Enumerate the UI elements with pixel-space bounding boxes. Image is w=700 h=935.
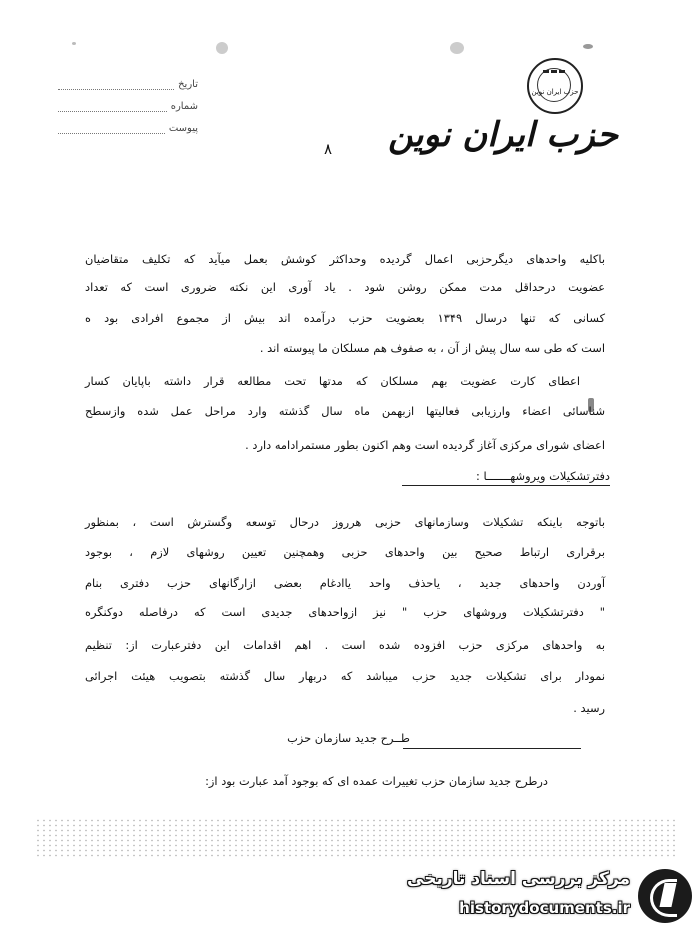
emblem-text: حزب ایران نوین: [531, 88, 579, 96]
watermark: [392, 865, 692, 927]
heading-underline: [403, 748, 581, 749]
paragraph-line: " دفترتشکیلات وروشهای حزب " نیز ازواحدهای جدیدی است که درفاصله دوکنگره: [85, 605, 605, 619]
party-name-logo: حزب ایران نوین: [388, 115, 618, 155]
number-label: شماره: [170, 101, 198, 112]
paragraph-line: برقراری ارتباط صحیح بین واحدهای حزبی وهمچنین تعیین روشهای لازم ، بوجود: [85, 545, 605, 559]
paragraph-line: باتوجه باینکه تشکیلات وسازمانهای حزبی هرروز درحال توسعه وگسترش است ، بمنظور: [85, 515, 605, 529]
paragraph-line: نمودار برای تشکیلات جدید حزب میباشد که دربهار سال گذشته بتصویب هیئت اجرائی: [85, 669, 605, 683]
scan-speck: [72, 42, 76, 45]
paragraph-line: درطرح جدید سازمان حزب تغییرات عمده ای که بوجود آمد عبارت بود از:: [205, 774, 548, 788]
heading-underline: [402, 485, 610, 486]
paragraph-line: آوردن واحدهای جدید ، یاحذف واحد یاادغام بعضی ازارگانهای حزب دفتری بنام: [85, 576, 605, 590]
paragraph-line: کسانی که تنها درسال ۱۳۴۹ بعضویت حزب درآمده اند بیش از مجموع افرادی بود ه: [85, 311, 605, 325]
watermark-logo-icon: [638, 869, 692, 923]
paragraph-line: باکلیه واحدهای دیگرحزبی اعمال گردیده وحداکثر کوشش بعمل میآید که تکلیف متقاضیان: [85, 252, 605, 266]
watermark-url: historydocuments.ir: [459, 899, 630, 917]
header-fields: [58, 68, 198, 134]
paragraph-line: اعطای کارت عضویت بهم مسلکان که مدتها تحت مطالعه قرار داشته باپایان کسار: [85, 374, 580, 388]
section-heading: طــرح جدید سازمان حزب: [287, 731, 410, 745]
paragraph-line: است که طی سه سال پیش از آن ، به صفوف هم مسلکان ما پیوسته اند .: [259, 341, 605, 355]
paragraph-line: شناسائی اعضاء وارزیابی فعالیتها ازبهمن ماه سال گذشته وارد مراحل عمل شده وازسطح: [85, 404, 605, 418]
paragraph-line: اعضای شورای مرکزی آغاز گردیده است وهم اکنون بطور مستمرادامه دارد .: [245, 438, 605, 452]
scan-artifact: [35, 818, 675, 858]
paragraph-line: عضویت درحداقل مدت ممکن روشن شود . یاد آوری این نکته ضروری است که تعداد: [85, 280, 605, 294]
paragraph-line: رسید .: [573, 701, 605, 715]
date-label: تاریخ: [178, 79, 198, 90]
number-field: [58, 90, 198, 112]
attachment-dots: [58, 123, 165, 134]
paragraph-line: به واحدهای مرکزی حزب افزوده شده است . اهم اقدامات این دفترعبارت از: تنظیم: [85, 638, 605, 652]
section-heading: دفترتشکیلات ویروشهـــــــا :: [476, 469, 610, 483]
attachment-field: [58, 112, 198, 134]
date-field: [58, 68, 198, 90]
attachment-label: پیوست: [168, 123, 198, 134]
gear-icon: [543, 70, 565, 87]
page-number: ۸: [324, 140, 333, 158]
number-dots: [58, 101, 167, 112]
date-dots: [58, 79, 174, 90]
party-emblem: [527, 58, 583, 114]
watermark-title: مرکز بررسی اسناد تاریخی: [407, 869, 630, 889]
scan-speck: [216, 42, 228, 54]
scan-speck: [450, 42, 464, 54]
scan-speck: [583, 44, 593, 49]
